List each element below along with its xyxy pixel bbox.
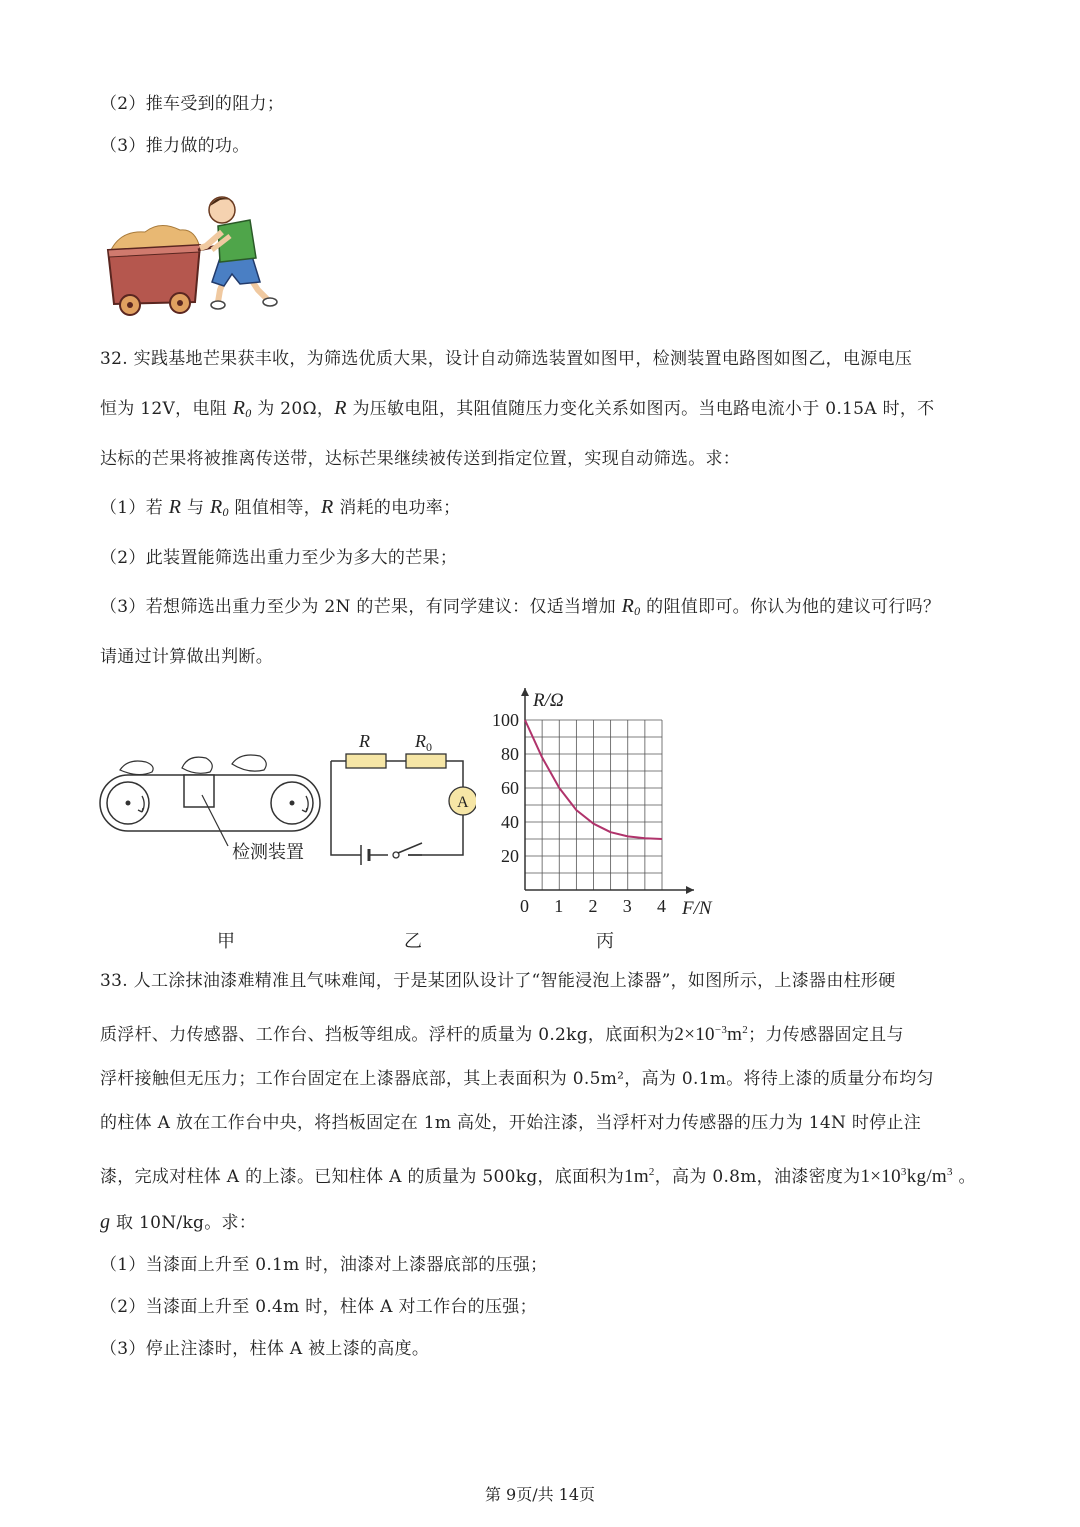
y-tick-label: 60: [501, 778, 519, 798]
figure-yi-circuit: [326, 725, 476, 865]
mango: [182, 757, 212, 773]
q33-line3: 浮杆接触但无压力；工作台固定在上漆器底部，其上表面积为 0.5m²，高为 0.1m。将待上漆的质量分布均匀: [100, 1069, 934, 1089]
q32-sub3-cont: 请通过计算做出判断。: [100, 647, 273, 667]
q33-line2: [100, 1018, 904, 1047]
circuit-label-R: R: [359, 731, 370, 751]
x-axis-label: F/N: [682, 898, 712, 919]
q33-line2-d: ；力传感器固定且与: [748, 1025, 904, 1045]
x-tick-label: 1: [554, 896, 564, 916]
var-R0: $R_0$: [621, 595, 641, 618]
q32-sub2: （2）此装置能筛选出重力至少为多大的芒果；: [100, 548, 458, 568]
q33-line5-f: 。: [952, 1167, 976, 1187]
q32-line2: [100, 396, 934, 425]
q32-line1: 32. 实践基地芒果获丰收，为筛选优质大果，设计自动筛选装置如图甲，检测装置电路图如图乙，电源电压: [100, 349, 913, 369]
q32-sub1-b: 与: [181, 498, 210, 518]
y-tick-label: 100: [492, 710, 519, 730]
q31-sub2: （2）推车受到的阻力；: [100, 94, 285, 114]
x-axis-arrow: [686, 886, 694, 894]
q33-density: $1\times 10^3kg/m^3$: [860, 1166, 953, 1187]
x-tick-label: 4: [657, 896, 666, 916]
q32-sub3-a: （3）若想筛选出重力至少为 2N 的芒果，有同学建议：仅适当增加: [100, 597, 622, 617]
q32-sub1: [100, 495, 460, 524]
q32-sub3: [100, 594, 940, 623]
var-g: g: [100, 1211, 111, 1233]
q32-sub3-b: 的阻值即可。你认为他的建议可行吗？: [640, 597, 941, 617]
figure-bing-chart: [480, 680, 720, 920]
mango: [232, 755, 266, 771]
resistor-R: [346, 754, 386, 768]
var-R: R: [168, 496, 182, 518]
q32-line2-b: 为 20Ω，: [251, 399, 335, 419]
var-R0: $R_0$: [209, 496, 229, 519]
caption-yi: 乙: [404, 931, 422, 952]
y-tick-label: 20: [501, 846, 519, 866]
detector-label: 检测装置: [232, 842, 304, 863]
y-axis-arrow: [521, 688, 529, 696]
circuit-label-R0: $R_0$: [415, 731, 432, 754]
q32-line3: 达标的芒果将被推离传送带，达标芒果继续被传送到指定位置，实现自动筛选。求：: [100, 449, 741, 469]
q33-base-area: $1m^2$: [624, 1166, 655, 1187]
q32-sub1-c: 阻值相等，: [228, 498, 322, 518]
x-tick-label: 2: [588, 896, 598, 916]
var-R0: $R_0$: [232, 397, 252, 420]
q33-line1: 33. 人工涂抹油漆难精准且气味难闻，于是某团队设计了“智能浸泡上漆器”，如图所示，上漆器由柱形硬: [100, 971, 896, 991]
q33-area-value: $2\times 10^{-3}m^2$: [674, 1024, 749, 1045]
x-tick-label: 3: [622, 896, 632, 916]
q32-line2-c: 为压敏电阻，其阻值随压力变化关系如图丙。当电路电流小于 0.15A 时，不: [346, 399, 935, 419]
caption-jia: 甲: [217, 931, 235, 952]
x-tick-label: 0: [520, 896, 529, 916]
q33-sub3: （3）停止注漆时，柱体 A 被上漆的高度。: [100, 1339, 430, 1359]
var-R: R: [321, 496, 334, 518]
q33-line4: 的柱体 A 放在工作台中央，将挡板固定在 1m 高处，开始注漆，当浮杆对力传感器的压力为 14N 时停止注: [100, 1113, 922, 1133]
q31-sub3: （3）推力做的功。: [100, 136, 250, 156]
mango: [120, 761, 153, 775]
y-tick-label: 80: [501, 744, 519, 764]
resistor-R0: [406, 754, 446, 768]
svg-text:A: A: [457, 794, 469, 811]
var-R: R: [334, 397, 347, 419]
q32-sub1-a: （1）若: [100, 498, 169, 518]
caption-bing: 丙: [596, 931, 614, 952]
y-tick-label: 40: [501, 812, 519, 832]
q33-line6-rest: 取 10N/kg。求：: [110, 1213, 257, 1233]
q33-line5-a: 漆，完成对柱体 A 的上漆。已知柱体 A 的质量为 500kg，底面积为: [100, 1167, 625, 1187]
q33-line2-a: 质浮杆、力传感器、工作台、挡板等组成。浮杆的质量为 0.2kg，底面积为: [100, 1025, 675, 1045]
q33-line5-c: ，高为 0.8m，油漆密度为: [654, 1167, 861, 1187]
y-axis-label: R/Ω: [533, 690, 564, 711]
q32-line2-a: 恒为 12V，电阻: [100, 399, 233, 419]
boy-pushing-cart-illustration: [100, 190, 290, 320]
q33-sub1: （1）当漆面上升至 0.1m 时，油漆对上漆器底部的压强；: [100, 1255, 548, 1275]
q32-sub1-d: 消耗的电功率；: [333, 498, 461, 518]
q33-line6: [100, 1210, 256, 1235]
page-footer: 第 9页/共 14页: [484, 1485, 596, 1504]
q33-sub2: （2）当漆面上升至 0.4m 时，柱体 A 对工作台的压强；: [100, 1297, 537, 1317]
q33-line5: [100, 1160, 976, 1189]
